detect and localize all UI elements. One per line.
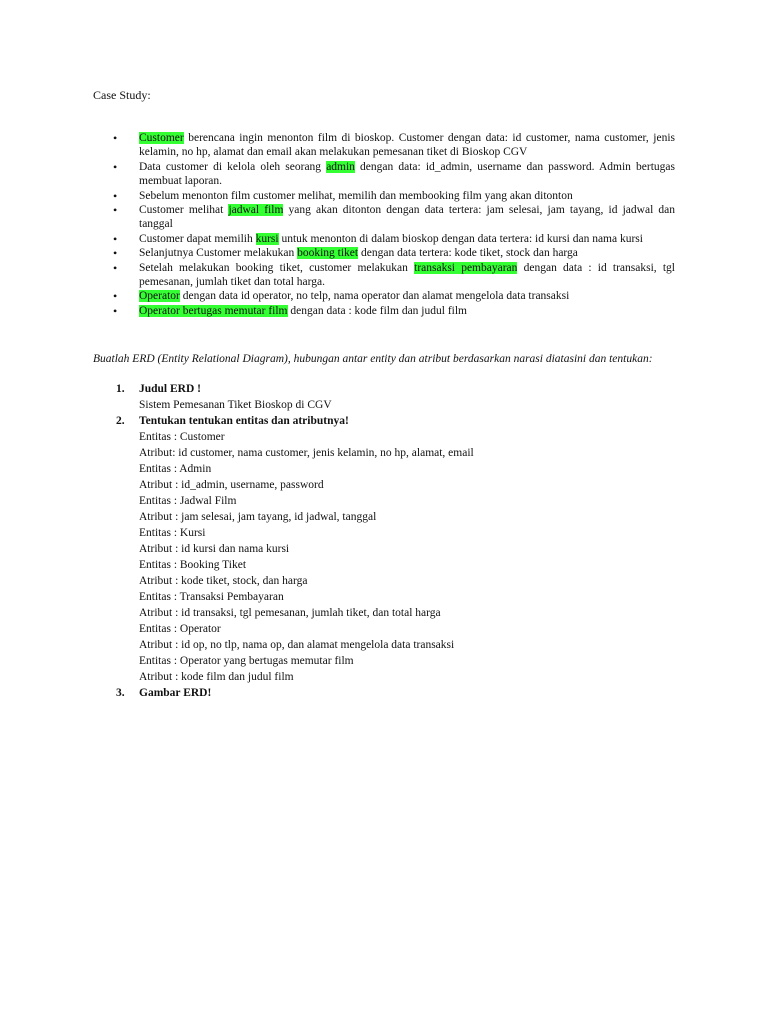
task-number: 3. (116, 687, 125, 699)
case-study-heading: Case Study: (93, 88, 151, 102)
narrative-bullet-list (93, 131, 675, 318)
task-detail-line: Atribut : id_admin, username, password (139, 479, 324, 491)
task-detail-line: Entitas : Operator (139, 623, 221, 635)
task-item (93, 685, 675, 701)
bullet-text: dengan data : id transaksi, tgl pemesanan, jumlah tiket dan total harga. (139, 261, 675, 289)
bullet-text: dengan data tertera: kode tiket, stock dan harga (358, 247, 578, 260)
highlighted-entity: booking tiket (297, 247, 359, 260)
highlighted-entity: Customer (139, 132, 184, 144)
task-detail-line: Entitas : Customer (139, 431, 225, 443)
bullet-text: dengan data : kode film dan judul film (287, 304, 467, 317)
task-number: 2. (116, 415, 125, 427)
bullet-text: untuk menonton di dalam bioskop dengan data tertera: id kursi dan nama kursi (278, 232, 643, 245)
bullet-text: Customer melihat (139, 204, 229, 217)
bullet-text: berencana ingin menonton film di bioskop. Customer dengan data: id customer, nama customer, jenis kelamin, no hp, alamat dan email akan melakukan pemesanan tiket di Bioskop CGV (139, 132, 675, 159)
task-detail-line: Entitas : Booking Tiket (139, 559, 247, 571)
task-number: 1. (116, 383, 125, 395)
narrative-bullet (93, 304, 675, 318)
highlighted-entity: kursi (255, 232, 279, 245)
narrative-bullet (93, 131, 675, 160)
task-detail-line: Atribut : kode tiket, stock, dan harga (139, 575, 308, 587)
highlighted-entity: transaksi pembayaran (414, 261, 518, 274)
bullet-text: Selanjutnya Customer melakukan (139, 247, 298, 260)
narrative-bullet (93, 289, 675, 303)
narrative-bullet (93, 189, 675, 203)
task-detail-line: Entitas : Transaksi Pembayaran (139, 591, 284, 603)
task-list (93, 381, 675, 701)
task-detail-line: Entitas : Admin (139, 463, 212, 475)
narrative-bullet (93, 246, 675, 260)
task-detail-line: Atribut : kode film dan judul film (139, 671, 294, 683)
task-item (93, 413, 675, 685)
narrative-bullet (93, 160, 675, 189)
task-detail-line: Entitas : Jadwal Film (139, 495, 237, 507)
task-title: Judul ERD ! (139, 383, 201, 395)
task-detail-line: Entitas : Operator yang bertugas memutar film (139, 655, 354, 667)
narrative-bullet (93, 232, 675, 246)
narrative-bullet (93, 261, 675, 290)
task-detail-line: Entitas : Kursi (139, 527, 206, 539)
task-title: Gambar ERD! (139, 687, 212, 699)
assignment-instruction: Buatlah ERD (Entity Relational Diagram), hubungan antar entity dan atribut berdasarkan narasi diatasini dan tentukan: (93, 353, 653, 365)
bullet-text: Customer dapat memilih (139, 232, 256, 245)
bullet-text: dengan data: id_admin, username dan password. Admin bertugas membuat laporan. (139, 160, 676, 188)
highlighted-entity: jadwal film (228, 204, 284, 217)
task-detail-line: Sistem Pemesanan Tiket Bioskop di CGV (139, 399, 332, 411)
bullet-text: yang akan ditonton dengan data tertera: jam selesai, jam tayang, id jadwal dan tanggal (139, 204, 675, 231)
task-detail-line: Atribut : id kursi dan nama kursi (139, 543, 290, 555)
task-detail-line: Atribut : id transaksi, tgl pemesanan, jumlah tiket, dan total harga (139, 607, 441, 619)
task-detail-line: Atribut : id op, no tlp, nama op, dan alamat mengelola data transaksi (139, 639, 455, 651)
highlighted-entity: Operator (139, 290, 180, 303)
bullet-text: Setelah melakukan booking tiket, customer melakukan (139, 261, 415, 274)
task-detail-line: Atribut : jam selesai, jam tayang, id jadwal, tanggal (139, 511, 377, 523)
task-detail-line: Atribut: id customer, nama customer, jenis kelamin, no hp, alamat, email (139, 447, 474, 459)
narrative-bullet (93, 203, 675, 232)
task-title: Tentukan tentukan entitas dan atributnya! (139, 415, 349, 427)
task-item (93, 381, 675, 413)
bullet-text: Sebelum menonton film customer melihat, memilih dan membooking film yang akan ditonton (139, 189, 573, 202)
highlighted-entity: admin (326, 160, 355, 173)
bullet-text: Data customer di kelola oleh seorang (139, 160, 327, 173)
bullet-text: dengan data id operator, no telp, nama operator dan alamat mengelola data transaksi (179, 290, 570, 303)
highlighted-entity: Operator bertugas memutar film (139, 304, 288, 317)
